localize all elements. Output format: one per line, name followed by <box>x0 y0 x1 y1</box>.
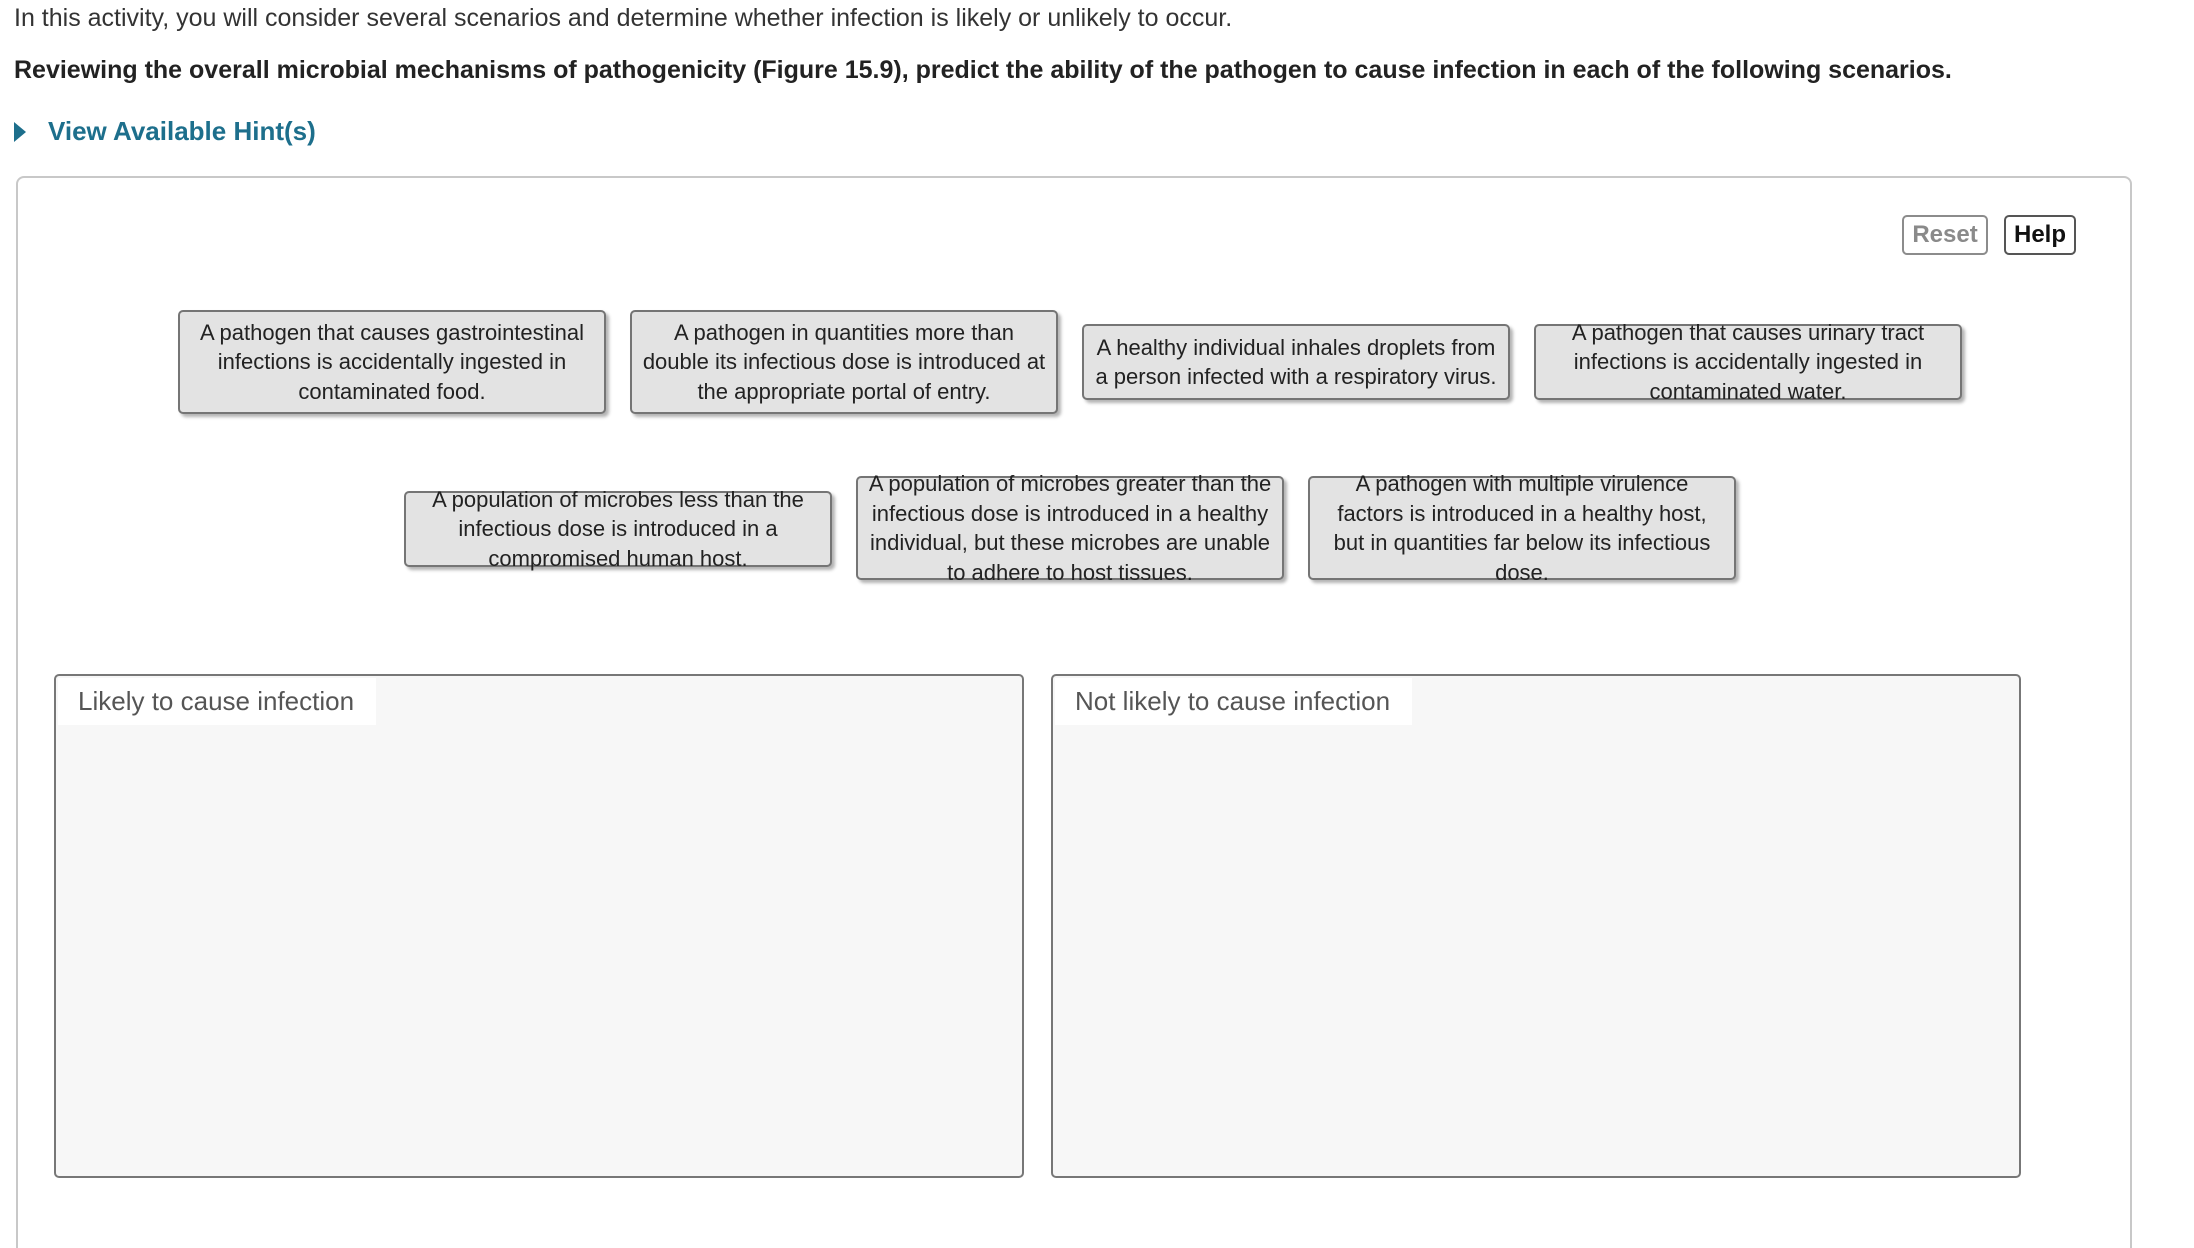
drop-zone-likely[interactable] <box>54 674 1024 1178</box>
reset-button[interactable]: Reset <box>1902 215 1988 255</box>
help-button[interactable]: Help <box>2004 215 2076 255</box>
scenario-card[interactable]: A pathogen with multiple virulence factors is introduced in a healthy host, but in quantities far below its infectious dose. <box>1308 476 1736 580</box>
scenario-card[interactable]: A pathogen that causes urinary tract infections is accidentally ingested in contaminated water. <box>1534 324 1962 400</box>
drop-zone-label: Not likely to cause infection <box>1055 678 1412 725</box>
view-hints-label: View Available Hint(s) <box>48 116 316 146</box>
scenario-card[interactable]: A population of microbes less than the infectious dose is introduced in a compromised human host. <box>404 491 832 567</box>
scenario-card[interactable]: A pathogen that causes gastrointestinal infections is accidentally ingested in contaminated food. <box>178 310 606 414</box>
scenario-card[interactable]: A population of microbes greater than the infectious dose is introduced in a healthy individual, but these microbes are unable to adhere to host tissues. <box>856 476 1284 580</box>
question-prompt: Reviewing the overall microbial mechanisms of pathogenicity (Figure 15.9), predict the ability of the pathogen to cause infection in each of the following scenarios. <box>14 56 1952 84</box>
scenario-card[interactable]: A healthy individual inhales droplets from a person infected with a respiratory virus. <box>1082 324 1510 400</box>
drop-zone-label: Likely to cause infection <box>58 678 376 725</box>
scenario-card[interactable]: A pathogen in quantities more than double its infectious dose is introduced at the appropriate portal of entry. <box>630 310 1058 414</box>
drag-drop-activity <box>16 176 2132 1248</box>
intro-text: In this activity, you will consider several scenarios and determine whether infection is likely or unlikely to occur. <box>14 4 1233 32</box>
drop-zone-not-likely[interactable] <box>1051 674 2021 1178</box>
triangle-right-icon <box>14 122 26 142</box>
view-hints-toggle[interactable] <box>14 116 316 147</box>
